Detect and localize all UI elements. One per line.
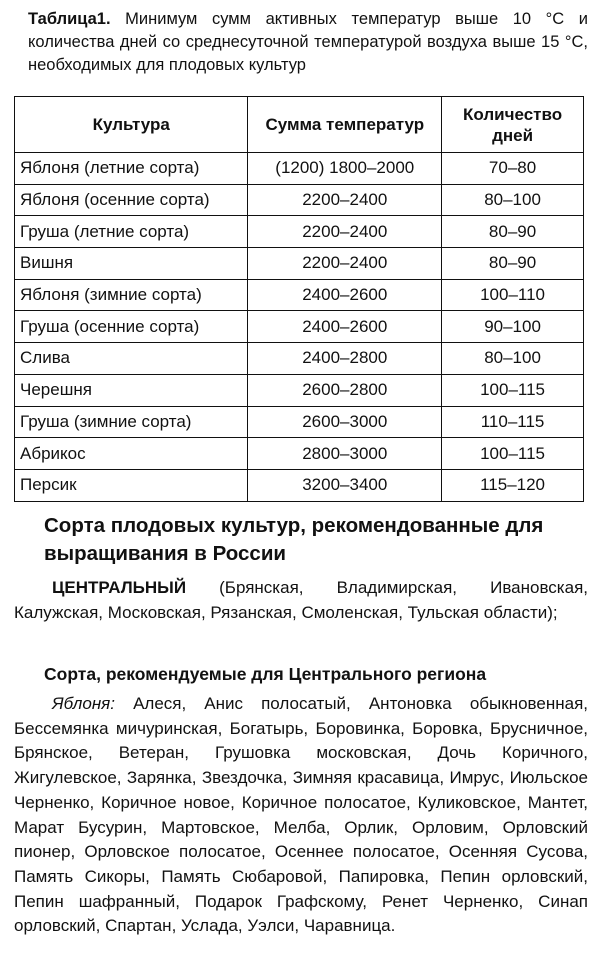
temperature-sum-cell: 2200–2400 — [248, 248, 442, 280]
days-count-cell: 115–120 — [442, 469, 584, 501]
culture-cell: Черешня — [15, 374, 248, 406]
varieties-paragraph — [14, 692, 588, 939]
days-count-cell: 90–100 — [442, 311, 584, 343]
table-row — [15, 311, 584, 343]
section-title: Сорта плодовых культур, рекомендованные для выращивания в России — [44, 514, 544, 565]
header-temperature-sum: Сумма температур — [248, 97, 442, 153]
temperature-sum-cell: 2600–3000 — [248, 406, 442, 438]
days-count-cell: 100–115 — [442, 438, 584, 470]
culture-cell: Абрикос — [15, 438, 248, 470]
table-row — [15, 469, 584, 501]
table-row — [15, 406, 584, 438]
temperature-sum-cell: 2200–2400 — [248, 184, 442, 216]
temperature-sum-cell: 2200–2400 — [248, 216, 442, 248]
days-count-cell: 80–90 — [442, 216, 584, 248]
culture-cell: Яблоня (летние сорта) — [15, 153, 248, 185]
varieties-list: Алеся, Анис полосатый, Антоновка обыкновенная, Бессемянка мичуринская, Богатырь, Боровинка, Боровка, Брусничное, Брянское, Ветеран, Грушовка московская, Дочь Коричного, Жигулевское, Зарянка, Звездочка, Зимняя красавица, Имрус, Июльское Черненко, Коричное новое, Коричное полосатое, Куликовское, Мантет, Марат Бусурин, Мартовское, Мелба, Орлик, Орловим, Орловский пионер, Орловское полосатое, Осеннее полосатое, Осенняя Сусова, Память Сикоры, Память Сюбаровой, Папировка, Пепин орловский, Пепин шафранный, Подарок Графскому, Ренет Черненко, Синап орловский, Спартан, Услада, Уэлси, Чаравница. — [14, 694, 588, 936]
days-count-cell: 80–100 — [442, 184, 584, 216]
temperature-table — [14, 96, 584, 502]
table-caption — [28, 8, 588, 77]
temperature-sum-cell: 2600–2800 — [248, 374, 442, 406]
region-subtitle: Сорта, рекомендуемые для Центрального региона — [44, 664, 487, 684]
days-count-cell: 110–115 — [442, 406, 584, 438]
table-row — [15, 248, 584, 280]
days-count-cell: 100–110 — [442, 279, 584, 311]
table-row — [15, 153, 584, 185]
days-count-cell: 100–115 — [442, 374, 584, 406]
table-caption-label: Таблица1. — [28, 10, 111, 28]
table-row — [15, 438, 584, 470]
table-row — [15, 343, 584, 375]
culture-cell: Яблоня (осенние сорта) — [15, 184, 248, 216]
header-culture: Культура — [15, 97, 248, 153]
temperature-sum-cell: 2400–2800 — [248, 343, 442, 375]
region-paragraph — [14, 576, 588, 625]
culture-cell: Слива — [15, 343, 248, 375]
temperature-sum-cell: 2400–2600 — [248, 279, 442, 311]
temperature-sum-cell: 2400–2600 — [248, 311, 442, 343]
table-row — [15, 216, 584, 248]
days-count-cell: 70–80 — [442, 153, 584, 185]
days-count-cell: 80–100 — [442, 343, 584, 375]
culture-cell: Вишня — [15, 248, 248, 280]
temperature-sum-cell: 3200–3400 — [248, 469, 442, 501]
culture-cell: Груша (осенние сорта) — [15, 311, 248, 343]
table-body — [15, 153, 584, 502]
table-row — [15, 184, 584, 216]
culture-cell: Персик — [15, 469, 248, 501]
temperature-sum-cell: 2800–3000 — [248, 438, 442, 470]
region-name: ЦЕНТРАЛЬНЫЙ — [52, 578, 187, 597]
header-days-count: Количество дней — [442, 97, 584, 153]
table-header-row — [15, 97, 584, 153]
table-caption-text: Минимум сумм активных температур выше 10 °С и количества дней со среднесуточной температурой воздуха выше 15 °С, необходимых для плодовых культур — [28, 10, 588, 74]
table-row — [15, 279, 584, 311]
temperature-sum-cell: (1200) 1800–2000 — [248, 153, 442, 185]
region-text: (Брянская, Владимирская, Ивановская, Калужская, Московская, Рязанская, Смоленская, Тульская области); — [14, 578, 588, 622]
table-row — [15, 374, 584, 406]
culture-cell: Груша (летние сорта) — [15, 216, 248, 248]
culture-cell: Груша (зимние сорта) — [15, 406, 248, 438]
culture-cell: Яблоня (зимние сорта) — [15, 279, 248, 311]
crop-name: Яблоня: — [52, 694, 115, 713]
days-count-cell: 80–90 — [442, 248, 584, 280]
